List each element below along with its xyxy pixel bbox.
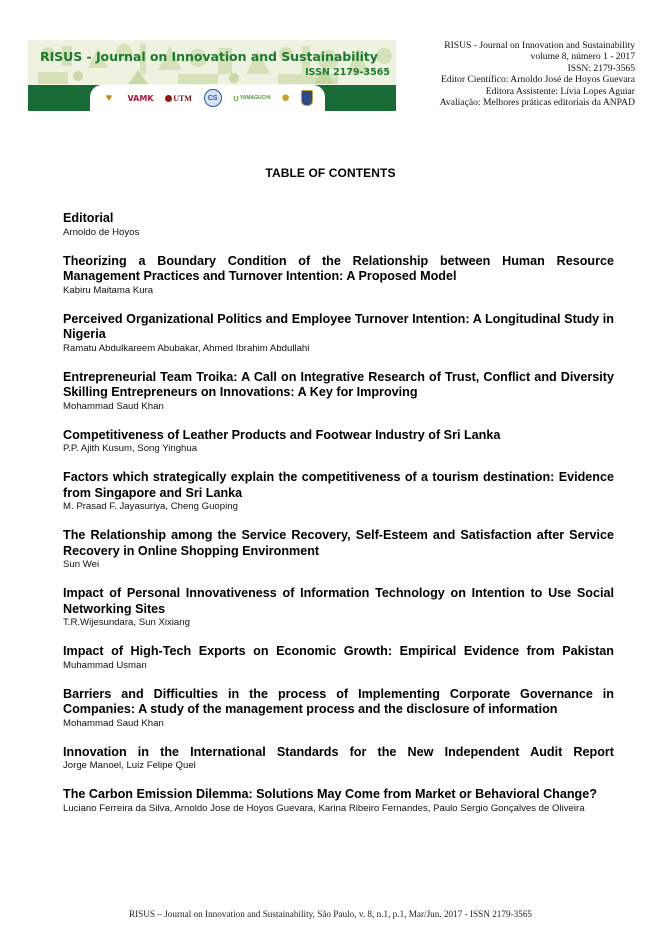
banner-title: RISUS - Journal on Innovation and Sustainability [40, 49, 378, 64]
entry-authors: Kabiru Maitama Kura [63, 284, 154, 296]
vamk-logo: VAMK [127, 93, 154, 103]
yamaguchi-university-logo: ʊ YAMAGUCHI [233, 93, 271, 103]
entry-title[interactable]: Theorizing a Boundary Condition of the Relationship between Human Resource Management Practices and Turnover Intention: A Proposed Model [63, 253, 614, 283]
toc-entry[interactable] [63, 254, 614, 297]
puc-sp-logo [301, 90, 313, 106]
evaluation: Avaliação: Melhores práticas editoriais da ANPAD [439, 97, 635, 109]
table-of-contents [63, 211, 614, 830]
entry-title[interactable]: The Relationship among the Service Recovery, Self-Esteem and Satisfaction after Service Recovery in Online Shopping Environment [63, 528, 614, 558]
page-title: TABLE OF CONTENTS [265, 166, 396, 180]
entry-title[interactable]: Editorial [63, 211, 114, 225]
toc-entry[interactable] [63, 687, 614, 730]
partner-logos [90, 85, 325, 111]
entry-authors: Sun Wei [63, 559, 100, 570]
banner-issn: ISSN 2179-3565 [305, 67, 390, 78]
sao-francisco-logo: ✺ [281, 92, 290, 103]
toc-entry[interactable] [63, 470, 614, 513]
entry-title[interactable]: Competitiveness of Leather Products and Footwear Industry of Sri Lanka [63, 427, 501, 442]
toc-entry[interactable] [63, 312, 614, 355]
toc-entry[interactable] [63, 428, 614, 456]
issn: ISSN: 2179-3565 [567, 62, 635, 74]
toc-entry[interactable] [63, 370, 614, 413]
scientific-editor: Editor Científico: Arnoldo José de Hoyos Guevara [441, 74, 635, 86]
entry-authors: Mohammad Saud Khan [63, 717, 164, 729]
toc-entry[interactable] [63, 528, 614, 571]
entry-title[interactable]: The Carbon Emission Dilemma: Solutions May Come from Market or Behavioral Change? [63, 787, 597, 801]
toc-entry[interactable] [63, 586, 614, 629]
entry-authors: Luciano Ferreira da Silva, Arnoldo Jose de Hoyos Guevara, Karina Ribeiro Fernandes, Paulo Sergio Gonçalves de Oliveira [63, 802, 585, 814]
entry-title[interactable]: Innovation in the International Standards for the New Independent Audit Report [63, 744, 614, 759]
assistant-editor: Editora Assistente: Lívia Lopes Aguiar [485, 85, 635, 97]
entry-authors: Mohammad Saud Khan [63, 400, 164, 412]
journal-banner [28, 40, 396, 111]
toc-entry-editorial[interactable] [63, 211, 614, 239]
journal-info-block [440, 40, 635, 108]
toc-entry[interactable] [63, 644, 614, 672]
entry-authors: Arnoldo de Hoyos [63, 226, 140, 238]
entry-authors: Muhammad Usman [63, 659, 147, 671]
utm-logo: UTM [165, 89, 192, 107]
page-footer: RISUS – Journal on Innovation and Sustainability, São Paulo, v. 8, n.1, p.1, Mar/Jun. 2017 - ISSN 2179-3565 [128, 909, 533, 919]
entry-title[interactable]: Factors which strategically explain the competitiveness of a tourism destination: Evidence from Singapore and Sri Lanka [63, 470, 614, 500]
entry-authors: T.R.Wijesundara, Sun Xixiang [63, 617, 190, 628]
cs-university-logo: CS [204, 89, 222, 107]
entry-title[interactable]: Perceived Organizational Politics and Employee Turnover Intention: A Longitudinal Study in Nigeria [63, 311, 614, 341]
entry-authors: Ramatu Abdulkareem Abubakar, Ahmed Ibrahim Abdullahi [63, 342, 310, 354]
entry-authors: M. Prasad F. Jayasuriya, Cheng Guoping [63, 501, 238, 512]
entry-title[interactable]: Impact of Personal Innovativeness of Information Technology on Intention to Use Social Networking Sites [63, 586, 614, 616]
university-of-vaasa-logo: ♥ [105, 92, 113, 104]
entry-title[interactable]: Entrepreneurial Team Troika: A Call on Integrative Research of Trust, Conflict and Diversity Skilling Entrepreneurs on Innovations: A Key for Improving [63, 369, 614, 399]
journal-name: RISUS - Journal on Innovation and Sustainability [444, 40, 635, 51]
toc-entry[interactable] [63, 787, 614, 815]
entry-authors: Jorge Manoel, Luiz Felipe Quel [63, 760, 196, 771]
volume-number: volume 8, número 1 - 2017 [530, 51, 635, 63]
toc-entry[interactable] [63, 745, 614, 773]
entry-authors: P.P. Ajith Kusum, Song Yinghua [63, 443, 198, 454]
entry-title[interactable]: Barriers and Difficulties in the process of Implementing Corporate Governance in Companies: A study of the management process and the disclosure of information [63, 686, 614, 716]
entry-title[interactable]: Impact of High-Tech Exports on Economic Growth: Empirical Evidence from Pakistan [63, 644, 614, 658]
